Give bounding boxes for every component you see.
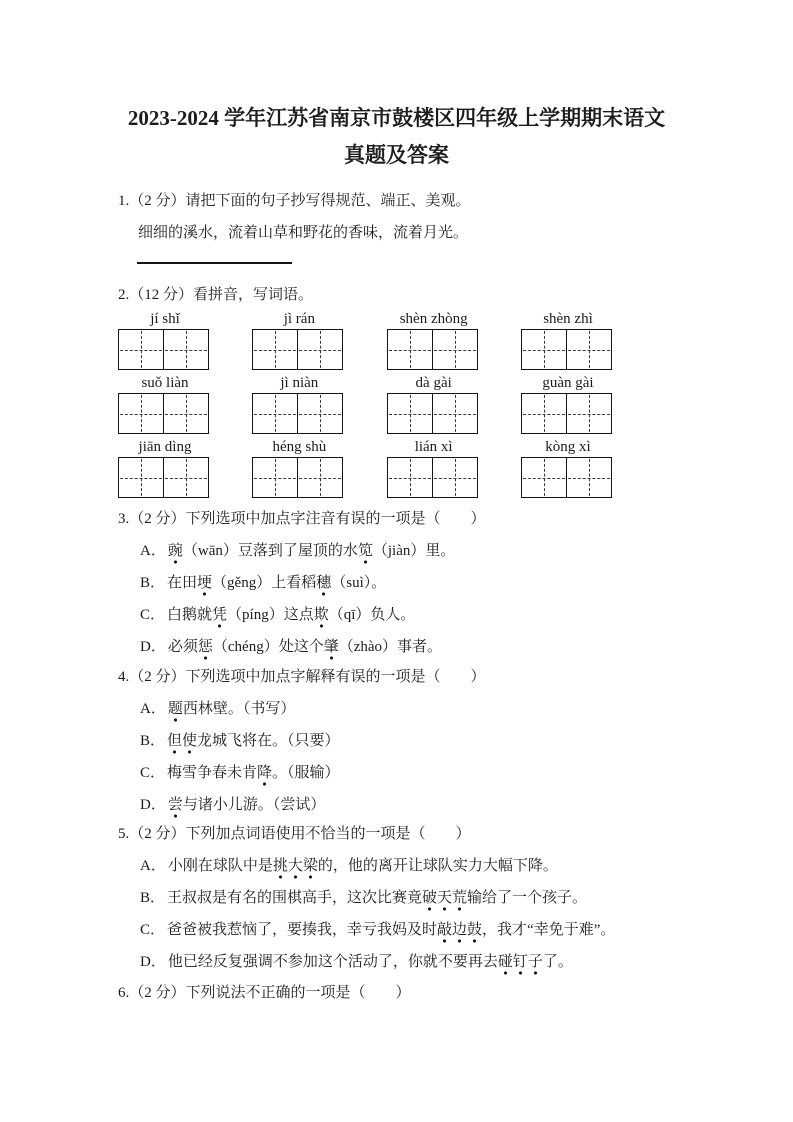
pinyin-item <box>521 310 615 370</box>
copy-sentence: 细细的溪水，流着山草和野花的香味，流着月光。 <box>138 225 469 241</box>
question-block <box>118 190 698 264</box>
tianzige-grid <box>118 393 209 434</box>
option-label: B． <box>140 575 166 591</box>
emphasized-text: 埂 <box>197 575 212 596</box>
pinyin-item <box>118 310 212 370</box>
option-text <box>167 765 340 786</box>
plain-text: 必须 <box>167 639 198 655</box>
question-block <box>118 284 698 498</box>
option-row <box>140 604 698 626</box>
tianzige-cell <box>566 394 611 433</box>
emphasized-text: 破天荒 <box>422 890 467 911</box>
tianzige-grid <box>387 457 478 498</box>
pinyin-label: kòng xì <box>545 439 591 455</box>
tianzige-cell <box>253 330 297 369</box>
plain-text: 爸爸被我惹恼了，要揍我，幸亏我妈及时 <box>167 922 438 938</box>
pinyin-label: lián xì <box>414 439 453 455</box>
page-title <box>0 100 793 174</box>
option-label: B． <box>140 890 166 906</box>
option-text <box>168 858 558 879</box>
emphasized-text: 肇 <box>324 639 339 660</box>
plain-text: （qī）负人。 <box>328 607 416 623</box>
question-stem: 4.（2 分）下列选项中加点字解释有误的一项是（ ） <box>118 669 486 685</box>
question-block <box>118 982 698 1004</box>
option-row <box>140 762 698 784</box>
plain-text: （píng）这点 <box>227 607 314 623</box>
pinyin-label: shèn zhòng <box>399 311 468 327</box>
option-row <box>140 919 698 941</box>
pinyin-item <box>387 438 481 498</box>
option-text <box>168 639 442 660</box>
emphasized-text: 尝 <box>168 797 183 818</box>
pinyin-label: jiān dìng <box>138 439 192 455</box>
tianzige-cell <box>522 330 566 369</box>
emphasized-text: 碰钉子 <box>498 954 543 975</box>
option-row <box>140 951 698 973</box>
pinyin-item <box>118 438 212 498</box>
plain-text: 小刚在球队中是 <box>167 858 273 874</box>
tianzige-cell <box>388 394 432 433</box>
emphasized-text: 但使 <box>167 733 197 754</box>
plain-text: 输给了一个孩子。 <box>467 890 588 906</box>
emphasized-text: 敲边鼓 <box>437 922 482 943</box>
plain-text: 。（服输） <box>272 765 340 781</box>
tianzige-cell <box>388 330 432 369</box>
tianzige-cell <box>522 394 566 433</box>
pinyin-label: héng shù <box>272 439 327 455</box>
option-text <box>167 575 386 596</box>
title-line-2: 真题及答案 <box>344 143 449 167</box>
question-stem: 6.（2 分）下列说法不正确的一项是（ ） <box>118 985 411 1001</box>
option-label: C． <box>140 607 166 623</box>
tianzige-cell <box>253 458 297 497</box>
option-label: D． <box>140 954 166 970</box>
question-stem: 3.（2 分）下列选项中加点字注音有误的一项是（ ） <box>118 511 486 527</box>
plain-text: 梅雪争春未肯 <box>167 765 258 781</box>
plain-text: ，我才“幸免于难”。 <box>482 922 616 938</box>
plain-text: （wān）豆落到了屋顶的水 <box>182 543 358 559</box>
option-label: B． <box>140 733 166 749</box>
question-block <box>118 823 698 973</box>
title-line-1: 2023-2024 学年江苏省南京市鼓楼区四年级上学期期末语文 <box>127 106 666 130</box>
option-row <box>140 636 698 658</box>
pinyin-label: suǒ liàn <box>141 375 189 391</box>
emphasized-text: 惩 <box>198 639 213 660</box>
tianzige-cell <box>432 394 477 433</box>
tianzige-grid <box>252 329 343 370</box>
tianzige-cell <box>297 394 342 433</box>
plain-text: 王叔叔是有名的围棋高手，这次比赛竟 <box>167 890 423 906</box>
pinyin-label: guàn gài <box>542 375 594 391</box>
option-label: D． <box>140 797 166 813</box>
tianzige-cell <box>253 394 297 433</box>
emphasized-text: 笕 <box>358 543 373 564</box>
pinyin-item <box>252 374 346 434</box>
tianzige-cell <box>119 330 163 369</box>
pinyin-item <box>387 374 481 434</box>
pinyin-item <box>521 374 615 434</box>
option-row <box>140 887 698 909</box>
tianzige-grid <box>521 329 612 370</box>
pinyin-label: dà gài <box>415 375 452 391</box>
emphasized-text: 挑大梁 <box>273 858 318 879</box>
question-list <box>118 190 698 1004</box>
tianzige-cell <box>163 394 208 433</box>
pinyin-grid-block <box>118 310 698 498</box>
question-block <box>118 666 698 816</box>
plain-text: 在田 <box>167 575 198 591</box>
tianzige-cell <box>163 458 208 497</box>
option-row <box>140 572 698 594</box>
pinyin-row <box>118 310 615 370</box>
pinyin-item <box>118 374 212 434</box>
answer-blank-line <box>137 262 292 264</box>
tianzige-grid <box>387 329 478 370</box>
emphasized-text: 穗 <box>316 575 331 596</box>
tianzige-cell <box>522 458 566 497</box>
tianzige-cell <box>566 330 611 369</box>
option-text <box>167 890 587 911</box>
plain-text: 的，他的离开让球队实力大幅下降。 <box>317 858 558 874</box>
option-row <box>140 540 698 562</box>
tianzige-grid <box>521 457 612 498</box>
pinyin-item <box>521 438 615 498</box>
tianzige-grid <box>118 329 209 370</box>
plain-text: 他已经反复强调不参加这个活动了，你就不要再去 <box>167 954 498 970</box>
plain-text: 龙城飞将在。（只要） <box>197 733 340 749</box>
question-stem: 1.（2 分）请把下面的句子抄写得规范、端正、美观。 <box>118 193 471 209</box>
option-text <box>167 922 615 943</box>
tianzige-cell <box>119 394 163 433</box>
option-text <box>168 797 326 818</box>
tianzige-cell <box>566 458 611 497</box>
emphasized-text: 欺 <box>314 607 329 628</box>
plain-text: （suì）。 <box>331 575 387 591</box>
option-label: C． <box>140 765 166 781</box>
emphasized-text: 凭 <box>212 607 227 628</box>
question-block <box>118 508 698 658</box>
option-text <box>167 733 340 754</box>
plain-text: （jiàn）里。 <box>372 543 456 559</box>
option-text <box>168 701 296 722</box>
plain-text: （gěng）上看稻 <box>212 575 317 591</box>
option-row <box>140 855 698 877</box>
pinyin-item <box>252 438 346 498</box>
option-label: C． <box>140 922 166 938</box>
option-label: D． <box>140 639 166 655</box>
plain-text: 白鹅就 <box>167 607 213 623</box>
tianzige-grid <box>252 457 343 498</box>
option-text <box>168 543 456 564</box>
plain-text: 了。 <box>542 954 573 970</box>
pinyin-label: jí shǐ <box>150 311 180 327</box>
option-row <box>140 698 698 720</box>
plain-text: （zhào）事者。 <box>338 639 443 655</box>
pinyin-item <box>387 310 481 370</box>
pinyin-label: shèn zhì <box>543 311 593 327</box>
option-row <box>140 794 698 816</box>
option-text <box>168 954 573 975</box>
tianzige-grid <box>387 393 478 434</box>
emphasized-text: 题 <box>168 701 183 722</box>
tianzige-cell <box>163 330 208 369</box>
plain-text: 西林壁。（书写） <box>182 701 296 717</box>
tianzige-cell <box>388 458 432 497</box>
plain-text: 与诸小儿游。（尝试） <box>182 797 326 813</box>
question-stem: 2.（12 分）看拼音，写词语。 <box>118 287 314 303</box>
option-row <box>140 730 698 752</box>
tianzige-grid <box>252 393 343 434</box>
tianzige-cell <box>432 330 477 369</box>
pinyin-row <box>118 374 615 434</box>
plain-text: （chéng）处这个 <box>212 639 324 655</box>
pinyin-row <box>118 438 615 498</box>
tianzige-cell <box>297 458 342 497</box>
emphasized-text: 降 <box>257 765 272 786</box>
tianzige-cell <box>119 458 163 497</box>
pinyin-label: jì niàn <box>280 375 319 391</box>
tianzige-cell <box>432 458 477 497</box>
pinyin-item <box>252 310 346 370</box>
option-label: A． <box>140 543 166 559</box>
option-text <box>167 607 415 628</box>
tianzige-grid <box>118 457 209 498</box>
question-stem: 5.（2 分）下列加点词语使用不恰当的一项是（ ） <box>118 826 471 842</box>
emphasized-text: 豌 <box>168 543 183 564</box>
option-label: A． <box>140 701 166 717</box>
tianzige-cell <box>297 330 342 369</box>
tianzige-grid <box>521 393 612 434</box>
option-label: A． <box>140 858 166 874</box>
pinyin-label: jì rán <box>283 311 315 327</box>
